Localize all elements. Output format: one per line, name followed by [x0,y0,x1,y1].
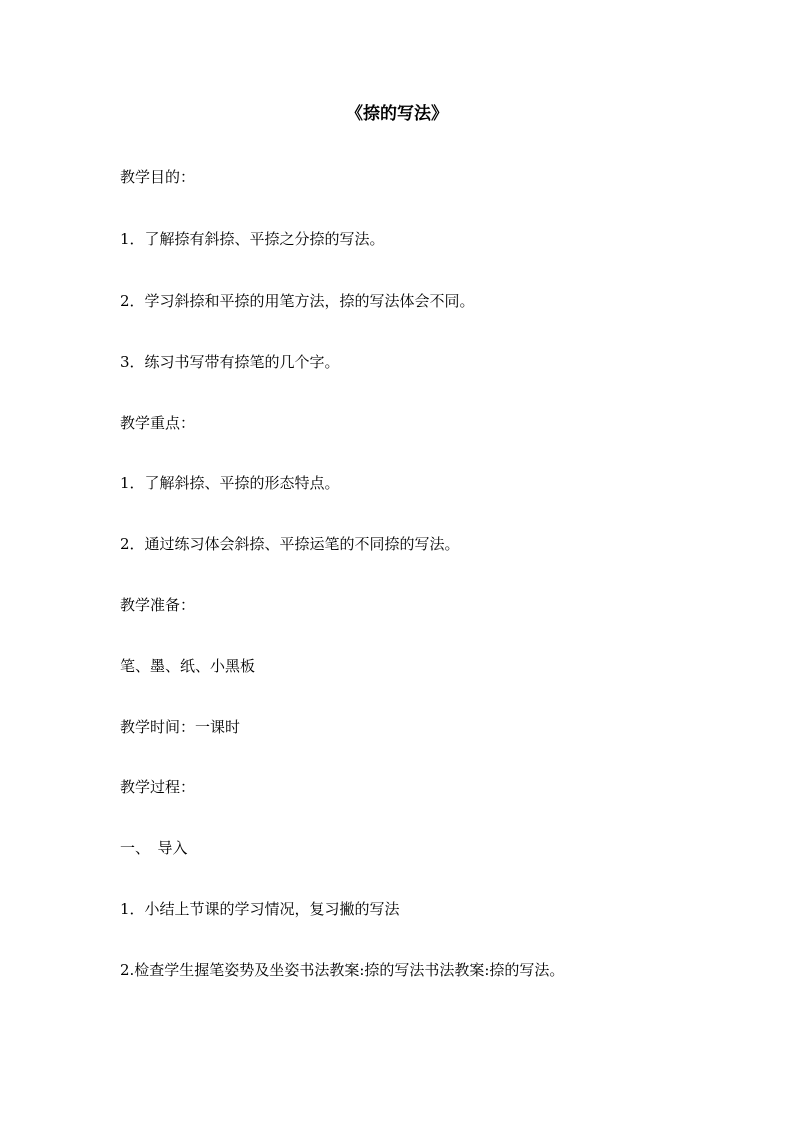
heading-objectives: 教学目的： [120,168,196,186]
teaching-time: 教学时间：一课时 [120,718,241,736]
heading-key-points: 教学重点： [120,414,196,432]
objective-item-2: 2．学习斜捺和平捺的用笔方法，捺的写法体会不同。 [120,292,475,310]
preparation-materials: 笔、墨、纸、小黑板 [120,657,256,675]
process-item-2: 2.检查学生握笔姿势及坐姿书法教案:捺的写法书法教案:捺的写法。 [120,961,565,979]
heading-preparation: 教学准备： [120,596,196,614]
key-point-item-2: 2．通过练习体会斜捺、平捺运笔的不同捺的写法。 [120,535,460,553]
heading-process: 教学过程： [120,778,196,796]
key-point-item-1: 1．了解斜捺、平捺的形态特点。 [120,474,340,492]
objective-item-1: 1．了解捺有斜捺、平捺之分捺的写法。 [120,230,385,248]
document-title: 《捺的写法》 [346,104,448,124]
objective-item-3: 3．练习书写带有捺笔的几个字。 [120,353,340,371]
process-item-1: 1．小结上节课的学习情况，复习撇的写法 [120,900,400,918]
process-section-intro: 一、 导入 [120,839,188,857]
